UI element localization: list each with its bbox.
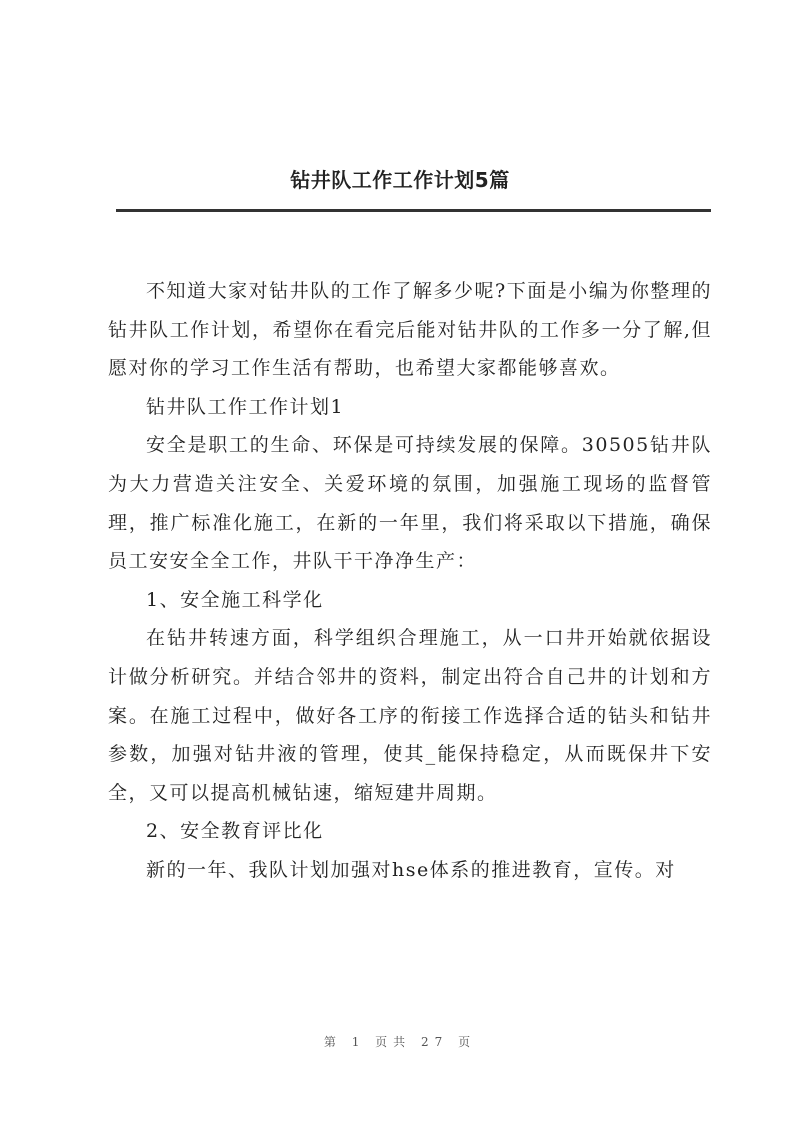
page-footer: 第 1 页共 27 页 xyxy=(323,1035,477,1049)
intro-paragraph: 不知道大家对钻井队的工作了解多少呢?下面是小编为你整理的钻井队工作计划，希望你在看完后能对钻井队的工作多一分了解,但愿对你的学习工作生活有帮助，也希望大家都能够喜欢。 xyxy=(108,280,712,380)
body-paragraph: 在钻井转速方面，科学组织合理施工，从一口井开始就依据设计做分析研究。并结合邻井的资料，制定出符合自己井的计划和方案。在施工过程中，做好各工序的衔接工作选择合适的钻头和钻井参数，加强对钻井液的管理，使其_能保持稳定，从而既保井下安全，又可以提高机械钻速，缩短建井周期。 xyxy=(108,627,712,804)
document-title: 钻井队工作工作计划5篇 xyxy=(290,168,510,192)
subsection-heading: 2、安全教育评比化 xyxy=(146,820,324,843)
section-heading: 钻井队工作工作计划1 xyxy=(146,395,345,418)
body-paragraph: 安全是职工的生命、环保是可持续发展的保障。30505钻井队为大力营造关注安全、关爱环境的氛围，加强施工现场的监督管理，推广标准化施工，在新的一年里，我们将采取以下措施，确保员工安安全全工作，井队干干净净生产： xyxy=(108,434,712,573)
body-paragraph: 新的一年、我队计划加强对hse体系的推进教育，宣传。对 xyxy=(146,858,676,881)
document-body xyxy=(108,272,712,890)
title-divider xyxy=(116,209,711,212)
subsection-heading: 1、安全施工科学化 xyxy=(146,588,324,611)
